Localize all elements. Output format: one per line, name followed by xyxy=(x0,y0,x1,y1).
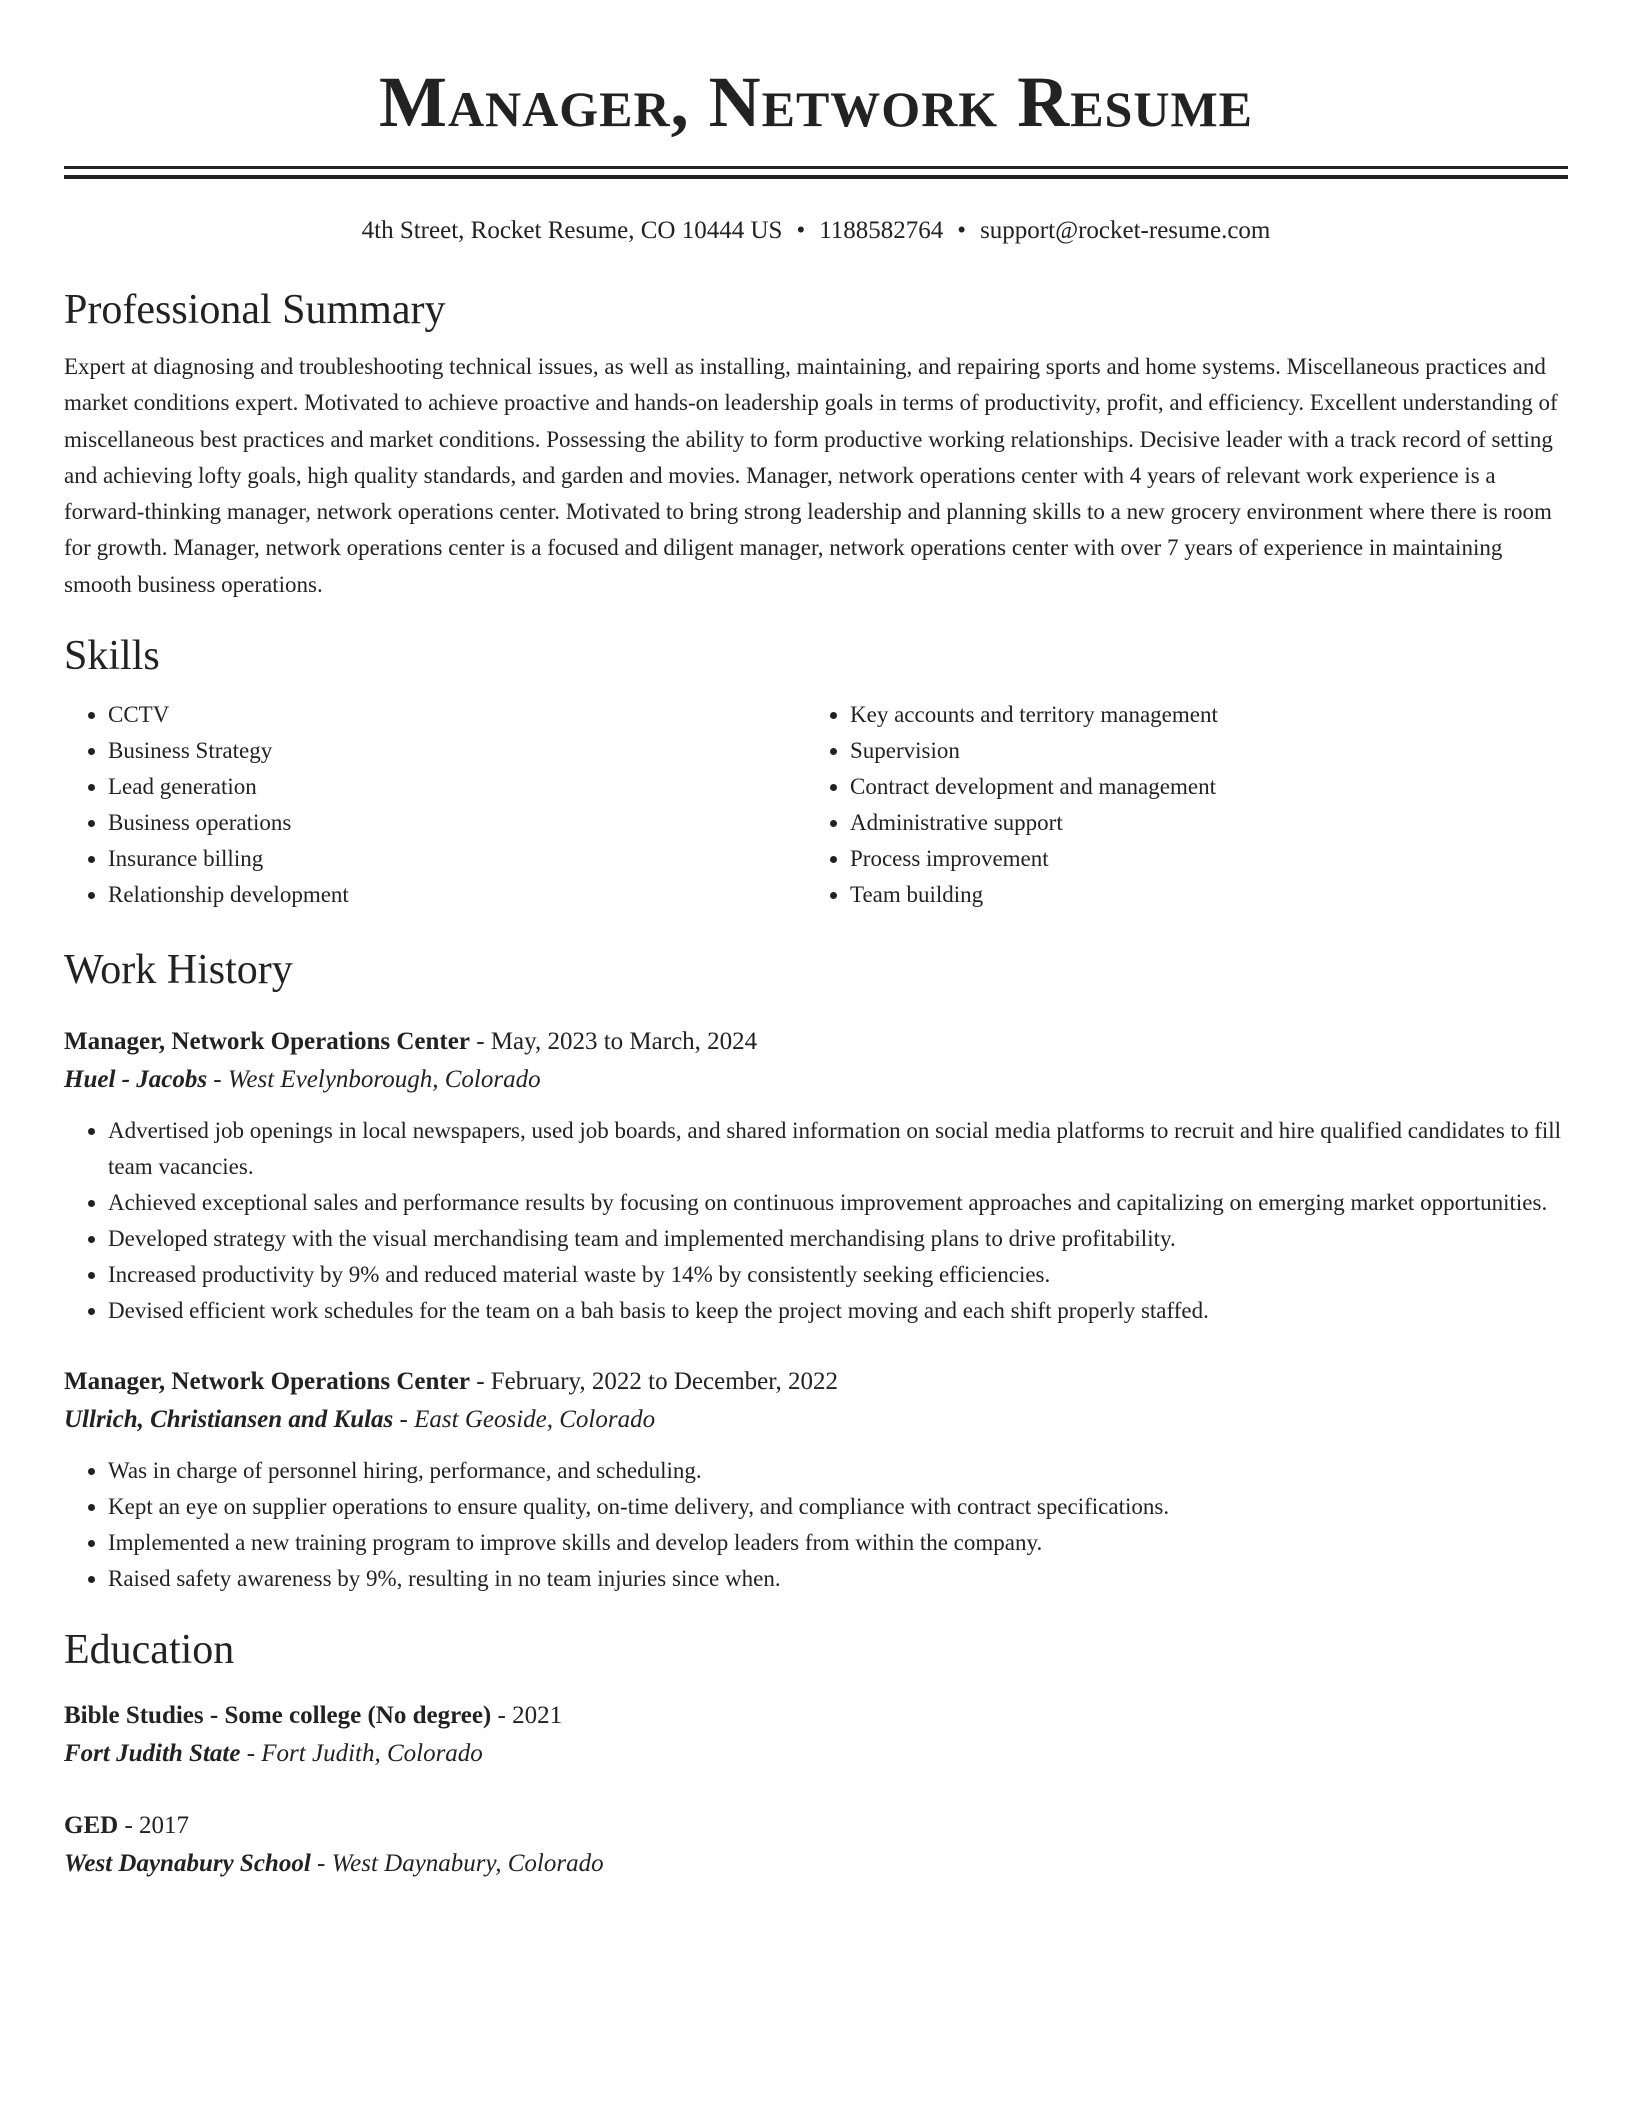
job-location: - East Geoside, Colorado xyxy=(393,1406,656,1434)
skill-item: • Contract development and management xyxy=(850,769,1548,805)
skill-item: • Business Strategy xyxy=(108,733,806,769)
job-duties-list xyxy=(64,1453,1568,1597)
skill-item: • Team building xyxy=(850,877,1548,913)
contact-line xyxy=(64,215,1568,247)
skill-item: • Lead generation xyxy=(108,769,806,805)
education-degree-line xyxy=(64,1807,1568,1845)
education-school: Fort Judith State xyxy=(64,1740,241,1768)
contact-address: 4th Street, Rocket Resume, CO 10444 US xyxy=(361,217,783,244)
job-company: Ullrich, Christiansen and Kulas xyxy=(64,1406,394,1434)
job-dates: - February, 2022 to December, 2022 xyxy=(469,1368,839,1396)
job-duty: • Kept an eye on supplier operations to ensure quality, on-time delivery, and compliance with contract specifications. xyxy=(108,1489,1568,1525)
job-duties-list xyxy=(64,1113,1568,1329)
summary-text: Expert at diagnosing and troubleshooting technical issues, as well as installing, maintaining, and repairing sports and home systems. Miscellaneous practices and market conditions expert. Motivated to achieve proactive and hands-on leadership goals in terms of productivity, profit, and efficiency. Excellent understanding of miscellaneous best practices and market conditions. Possessing the ability to form productive working relationships. Decisive leader with a track record of setting and achieving lofty goals, high quality standards, and garden and movies. Manager, network operations center with 4 years of relevant work experience is a forward-thinking manager, network operations center. Motivated to bring strong leadership and planning skills to a new grocery environment where there is room for growth. Manager, network operations center is a focused and diligent manager, network operations center with over 7 years of experience in maintaining smooth business operations. xyxy=(64,354,1558,597)
resume-page xyxy=(64,0,1568,1883)
education-entry xyxy=(64,1697,1568,1773)
skill-item: • CCTV xyxy=(108,697,806,733)
job-company: Huel - Jacobs xyxy=(64,1066,208,1094)
job-title-line xyxy=(64,1363,1568,1401)
job-dates: - May, 2023 to March, 2024 xyxy=(469,1028,758,1056)
education-school: West Daynabury School xyxy=(64,1850,311,1878)
contact-phone: 1188582764 xyxy=(819,217,944,244)
work-history-heading: Work History xyxy=(64,947,293,994)
job-duty: • Was in charge of personnel hiring, performance, and scheduling. xyxy=(108,1453,1568,1489)
job-duty: • Devised efficient work schedules for the team on a bah basis to keep the project moving and each shift properly staffed. xyxy=(108,1293,1568,1329)
contact-email: support@rocket-resume.com xyxy=(980,217,1271,244)
header-divider-bottom xyxy=(64,175,1568,179)
contact-separator: • xyxy=(796,217,806,244)
education-section xyxy=(64,1625,1568,1883)
job-duty: • Achieved exceptional sales and performance results by focusing on continuous improvement approaches and capitalizing on emerging market opportunities. xyxy=(108,1185,1568,1221)
job-duty: • Developed strategy with the visual merchandising team and implemented merchandising plans to drive profitability. xyxy=(108,1221,1568,1257)
education-location: - Fort Judith, Colorado xyxy=(240,1740,483,1768)
job-duty: • Implemented a new training program to improve skills and develop leaders from within the company. xyxy=(108,1525,1568,1561)
education-year: - 2017 xyxy=(118,1812,190,1840)
education-location: - West Daynabury, Colorado xyxy=(310,1850,604,1878)
skill-item: • Insurance billing xyxy=(108,841,806,877)
job-duty: • Advertised job openings in local newspapers, used job boards, and shared information on social media platforms to recruit and hire qualified candidates to fill team vacancies. xyxy=(108,1113,1568,1185)
skill-item: • Process improvement xyxy=(850,841,1548,877)
job-entry xyxy=(64,1363,1568,1597)
job-entry xyxy=(64,1023,1568,1329)
skills-list-left xyxy=(64,697,806,913)
work-history-section xyxy=(64,945,1568,1597)
skills-heading: Skills xyxy=(64,633,160,680)
education-school-line xyxy=(64,1735,1568,1773)
job-title: Manager, Network Operations Center xyxy=(64,1028,470,1056)
job-company-line xyxy=(64,1401,1568,1439)
skill-item: • Supervision xyxy=(850,733,1548,769)
job-location: - West Evelynborough, Colorado xyxy=(207,1066,541,1094)
skill-item: • Administrative support xyxy=(850,805,1548,841)
skill-item: • Relationship development xyxy=(108,877,806,913)
education-school-line xyxy=(64,1845,1568,1883)
professional-summary-section xyxy=(64,285,1568,603)
job-title-line xyxy=(64,1023,1568,1061)
education-degree: Bible Studies - Some college (No degree) xyxy=(64,1702,492,1730)
summary-heading: Professional Summary xyxy=(64,287,446,333)
skills-columns xyxy=(64,697,1568,913)
education-degree-line xyxy=(64,1697,1568,1735)
job-duty: • Raised safety awareness by 9%, resulting in no team injuries since when. xyxy=(108,1561,1568,1597)
header-divider-top xyxy=(64,166,1568,169)
education-degree: GED xyxy=(64,1812,119,1840)
job-company-line xyxy=(64,1061,1568,1099)
skills-section xyxy=(64,631,1568,913)
resume-title: Manager, Network Resume xyxy=(378,62,1254,142)
contact-separator: • xyxy=(957,217,967,244)
education-entry xyxy=(64,1807,1568,1883)
job-title: Manager, Network Operations Center xyxy=(64,1368,470,1396)
skills-list-right xyxy=(806,697,1548,913)
education-year: - 2021 xyxy=(491,1702,563,1730)
skill-item: • Key accounts and territory management xyxy=(850,697,1548,733)
education-heading: Education xyxy=(64,1627,235,1674)
skill-item: • Business operations xyxy=(108,805,806,841)
job-duty: • Increased productivity by 9% and reduced material waste by 14% by consistently seeking efficiencies. xyxy=(108,1257,1568,1293)
